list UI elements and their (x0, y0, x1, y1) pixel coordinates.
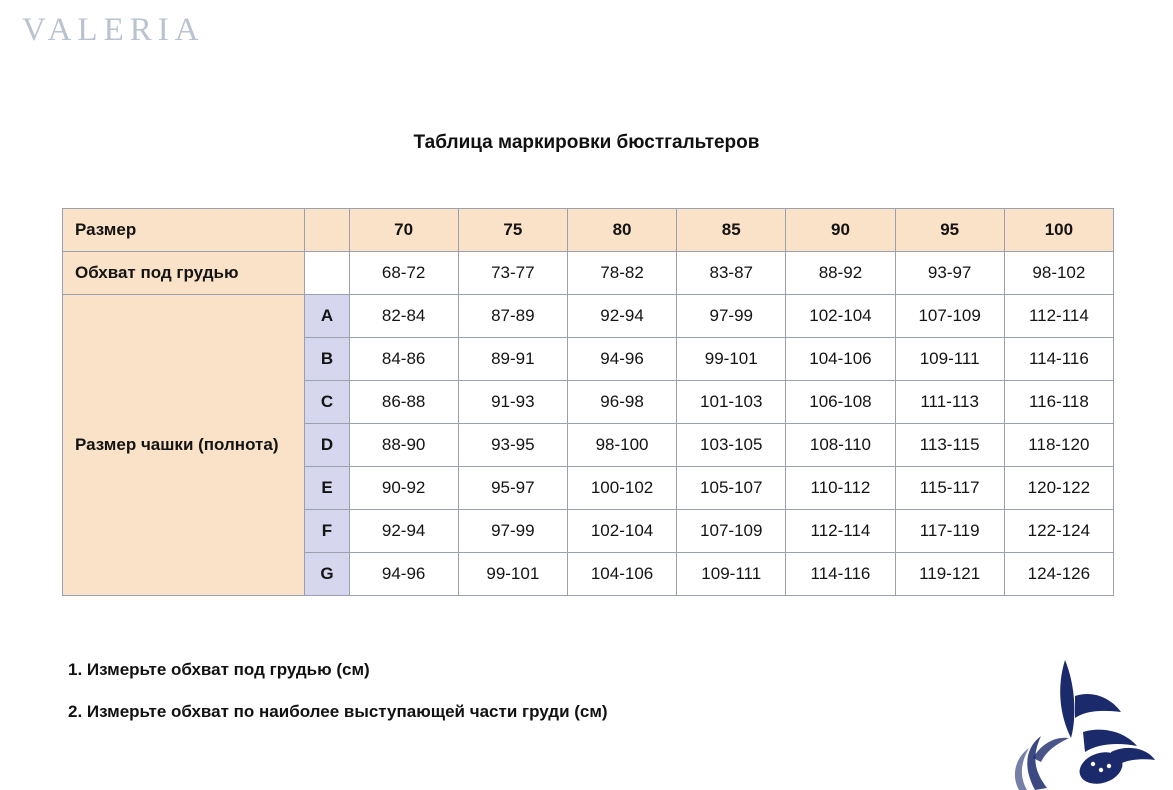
cup-f-value-70: 92-94 (349, 510, 458, 553)
cup-d-value-85: 103-105 (677, 424, 786, 467)
instruction-step-1: 1. Измерьте обхват под грудью (см) (68, 660, 370, 679)
cup-b-value-70: 84-86 (349, 338, 458, 381)
cup-b-value-100: 114-116 (1004, 338, 1113, 381)
cup-b-value-90: 104-106 (786, 338, 895, 381)
cup-c-value-70: 86-88 (349, 381, 458, 424)
cup-b-value-85: 99-101 (677, 338, 786, 381)
cup-letter-e: E (305, 467, 349, 510)
cup-f-value-90: 112-114 (786, 510, 895, 553)
underbust-value-85: 83-87 (677, 252, 786, 295)
cup-c-value-75: 91-93 (458, 381, 567, 424)
cup-letter-f: F (305, 510, 349, 553)
underbust-value-95: 93-97 (895, 252, 1004, 295)
cup-c-value-85: 101-103 (677, 381, 786, 424)
page-title: Таблица маркировки бюстгальтеров (413, 132, 760, 153)
cup-letter-c: C (305, 381, 349, 424)
cup-a-value-100: 112-114 (1004, 295, 1113, 338)
underbust-label: Обхват под грудью (63, 252, 305, 295)
cup-g-value-80: 104-106 (567, 553, 676, 596)
header-size-85: 85 (677, 209, 786, 252)
table-row-underbust (63, 252, 1114, 295)
underbust-value-90: 88-92 (786, 252, 895, 295)
cup-d-value-100: 118-120 (1004, 424, 1113, 467)
cup-c-value-100: 116-118 (1004, 381, 1113, 424)
cup-f-value-85: 107-109 (677, 510, 786, 553)
header-size-95: 95 (895, 209, 1004, 252)
cup-d-value-70: 88-90 (349, 424, 458, 467)
cup-b-value-75: 89-91 (458, 338, 567, 381)
header-cup-blank (305, 209, 349, 252)
cup-a-value-85: 97-99 (677, 295, 786, 338)
cup-f-value-100: 122-124 (1004, 510, 1113, 553)
cup-letter-d: D (305, 424, 349, 467)
cup-e-value-75: 95-97 (458, 467, 567, 510)
cup-a-value-95: 107-109 (895, 295, 1004, 338)
cup-d-value-90: 108-110 (786, 424, 895, 467)
cup-e-value-95: 115-117 (895, 467, 1004, 510)
cup-a-value-70: 82-84 (349, 295, 458, 338)
cup-g-value-85: 109-111 (677, 553, 786, 596)
instructions-list (68, 660, 868, 744)
cup-f-value-80: 102-104 (567, 510, 676, 553)
bra-size-table (62, 208, 1114, 596)
header-size-75: 75 (458, 209, 567, 252)
cup-letter-a: A (305, 295, 349, 338)
table-row-cup-a (63, 295, 1114, 338)
cup-e-value-80: 100-102 (567, 467, 676, 510)
cup-g-value-90: 114-116 (786, 553, 895, 596)
header-size-100: 100 (1004, 209, 1113, 252)
underbust-value-80: 78-82 (567, 252, 676, 295)
underbust-value-100: 98-102 (1004, 252, 1113, 295)
instruction-step-2: 2. Измерьте обхват по наиболее выступающей части груди (см) (68, 702, 608, 721)
header-size-80: 80 (567, 209, 676, 252)
table-header-row (63, 209, 1114, 252)
header-size-90: 90 (786, 209, 895, 252)
cup-a-value-90: 102-104 (786, 295, 895, 338)
brand-logo: VALERIA (22, 12, 205, 48)
size-table-container (62, 208, 1114, 596)
cup-section-label: Размер чашки (полнота) (63, 295, 305, 596)
cup-d-value-75: 93-95 (458, 424, 567, 467)
underbust-value-70: 68-72 (349, 252, 458, 295)
cup-f-value-75: 97-99 (458, 510, 567, 553)
cup-e-value-85: 105-107 (677, 467, 786, 510)
cup-g-value-75: 99-101 (458, 553, 567, 596)
cup-c-value-90: 106-108 (786, 381, 895, 424)
cup-g-value-70: 94-96 (349, 553, 458, 596)
cup-b-value-80: 94-96 (567, 338, 676, 381)
cup-b-value-95: 109-111 (895, 338, 1004, 381)
cup-d-value-80: 98-100 (567, 424, 676, 467)
cup-a-value-75: 87-89 (458, 295, 567, 338)
cup-letter-b: B (305, 338, 349, 381)
cup-g-value-100: 124-126 (1004, 553, 1113, 596)
cup-c-value-95: 111-113 (895, 381, 1004, 424)
header-size-70: 70 (349, 209, 458, 252)
header-size-label: Размер (63, 209, 305, 252)
cup-d-value-95: 113-115 (895, 424, 1004, 467)
cup-g-value-95: 119-121 (895, 553, 1004, 596)
cup-e-value-100: 120-122 (1004, 467, 1113, 510)
cup-letter-g: G (305, 553, 349, 596)
cup-e-value-90: 110-112 (786, 467, 895, 510)
cup-a-value-80: 92-94 (567, 295, 676, 338)
underbust-value-75: 73-77 (458, 252, 567, 295)
underbust-cup-blank (305, 252, 349, 295)
cup-f-value-95: 117-119 (895, 510, 1004, 553)
cup-e-value-70: 90-92 (349, 467, 458, 510)
floral-ornament-icon (915, 640, 1155, 790)
cup-c-value-80: 96-98 (567, 381, 676, 424)
